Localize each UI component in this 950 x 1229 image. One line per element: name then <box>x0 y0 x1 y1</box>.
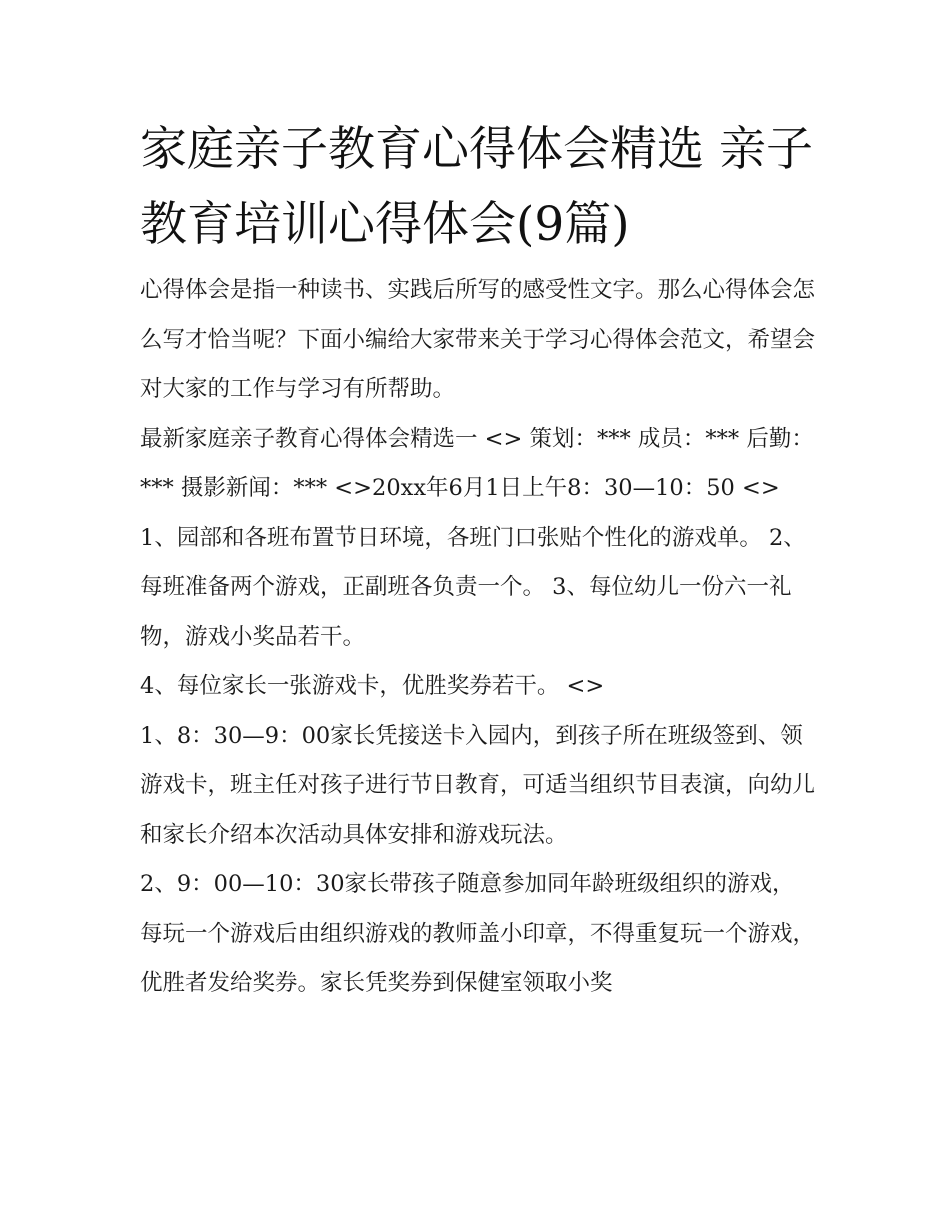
game-card-paragraph: 4、每位家长一张游戏卡，优胜奖券若干。 <> <box>140 673 605 699</box>
document-title: 家庭亲子教育心得体会精选 亲子教育培训心得体会(9篇) <box>140 122 813 252</box>
document-body <box>140 112 815 1009</box>
step-one-paragraph: 1、8：30—9：00家长凭接送卡入园内，到孩子所在班级签到、领游戏卡，班主任对孩子进行节日教育，可适当组织节目表演，向幼儿和家长介绍本次活动具体安排和游戏玩法。 <box>140 722 816 848</box>
preparation-paragraph: 1、园部和各班布置节日环境，各班门口张贴个性化的游戏单。 2、每班准备两个游戏，正副班各负责一个。 3、每位幼儿一份六一礼物，游戏小奖品若干。 <box>140 524 806 650</box>
intro-paragraph: 心得体会是指一种读书、实践后所写的感受性文字。那么心得体会怎么写才恰当呢？下面小编给大家带来关于学习心得体会范文，希望会对大家的工作与学习有所帮助。 <box>140 277 816 402</box>
step-two-paragraph: 2、9：00—10：30家长带孩子随意参加同年龄班级组织的游戏，每玩一个游戏后由组织游戏的教师盖小印章，不得重复玩一个游戏，优胜者发给奖券。家长凭奖券到保健室领取小奖 <box>140 871 816 996</box>
schedule-paragraph: 最新家庭亲子教育心得体会精选一 <> 策划：*** 成员：*** 后勤：*** 摄影新闻：*** <>20xx年6月1日上午8：30—10：50 <> <box>140 425 814 501</box>
